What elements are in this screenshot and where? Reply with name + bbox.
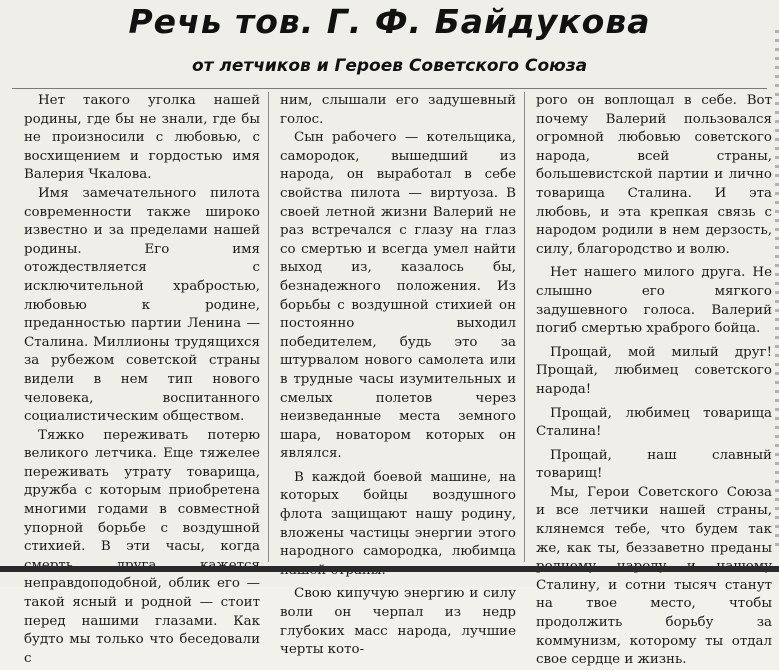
bottom-rule: [0, 566, 779, 572]
column-divider: [268, 92, 269, 562]
paragraph: Сын рабочего — котельщика, самородок, вышедший из народа, он выработал в себе свойства пилота — виртуоза. В своей летной жизни Валерий не раз встречался с глазу на глаз со смертью и всегда умел найти выход из, казалось бы, безнадежного положения. Из борьбы с воздушной стихией он постоянно выходил победителем, будь это за штурвалом нового самолета или в трудные часы изумительных и смелых полетов через неизведанные места земного шара, новатором которых он являлся.: [280, 130, 516, 462]
paragraph: Имя замечательного пилота современности также широко известно и за пределами нашей родины. Его имя отождествляется с исключительной храбростью, любовью к родине, преданностью партии Ленина — Сталина. Миллионы трудящихся за рубежом советской страны видели в нем тип нового человека, воспитанного социалистическим обществом.: [24, 185, 260, 425]
article-body: [24, 92, 772, 668]
column-divider: [524, 92, 525, 562]
paragraph: ним, слышали его задушевный голос.: [280, 93, 516, 127]
page-edge: [775, 30, 779, 550]
paragraph: Прощай, мой милый друг! Прощай, любимец советского народа!: [536, 344, 772, 397]
paragraph: Мы, Герои Советского Союза и все летчики нашей страны, клянемся тебе, что будем так же, как ты, беззаветно преданы Сталину, и сотни тысяч станут на твое место, чтобы продолжить борьбу за коммунизм, которому ты отдал свое сердце и жизнь.: [536, 484, 772, 668]
paragraph: Прощай, любимец товарища Сталина!: [536, 405, 772, 440]
paragraph: Прощай, наш славный товарищ!: [536, 447, 772, 482]
paragraph: Тяжко переживать потерю великого летчика. Еще тяжелее переживать утрату товарища, дружба с которым приобретена многими годами в совместной упорной борьбе с воздушной стихией. В эти часы, когда неправдоподобной, облик его — такой ясный и родной — стоит перед нашими глазами. Как будто мы только что беседовали с: [24, 427, 260, 666]
column-2: [280, 92, 516, 658]
paragraph: рого он воплощал в себе. Вот почему Валерий пользовался огромной любовью советского народа, всей страны, большевистской партии и лично товарища Сталина. И эта любовь, и эта крепкая связь с народом родили в нем дерзость, силу, благородство и волю.: [536, 93, 772, 257]
paragraph: Нет нашего милого друга. Не слышно его мягкого задушевного голоса. Валерий погиб смертью храброго бойца.: [536, 265, 772, 337]
paragraph: Нет такого уголка нашей родины, где бы не знали, где бы не произносили с любовью, с восхищением и гордостью имя Валерия Чкалова.: [24, 93, 260, 183]
paragraph: Свою кипучую энергию и силу воли он черпал из недр глубоких масс народа, лучшие черты кото-: [280, 586, 516, 658]
subheadline: от летчиков и Героев Советского Союза: [191, 56, 588, 76]
headline: Речь тов. Г. Ф. Байдукова: [128, 2, 651, 41]
paragraph: В каждой боевой машине, на которых бойцы воздушного флота защищают нашу родину, вложены частицы энергии этого народного самородка, любимца: [280, 469, 516, 560]
column-3: [536, 92, 772, 668]
header-rule: [12, 88, 767, 89]
column-1: [24, 92, 260, 666]
